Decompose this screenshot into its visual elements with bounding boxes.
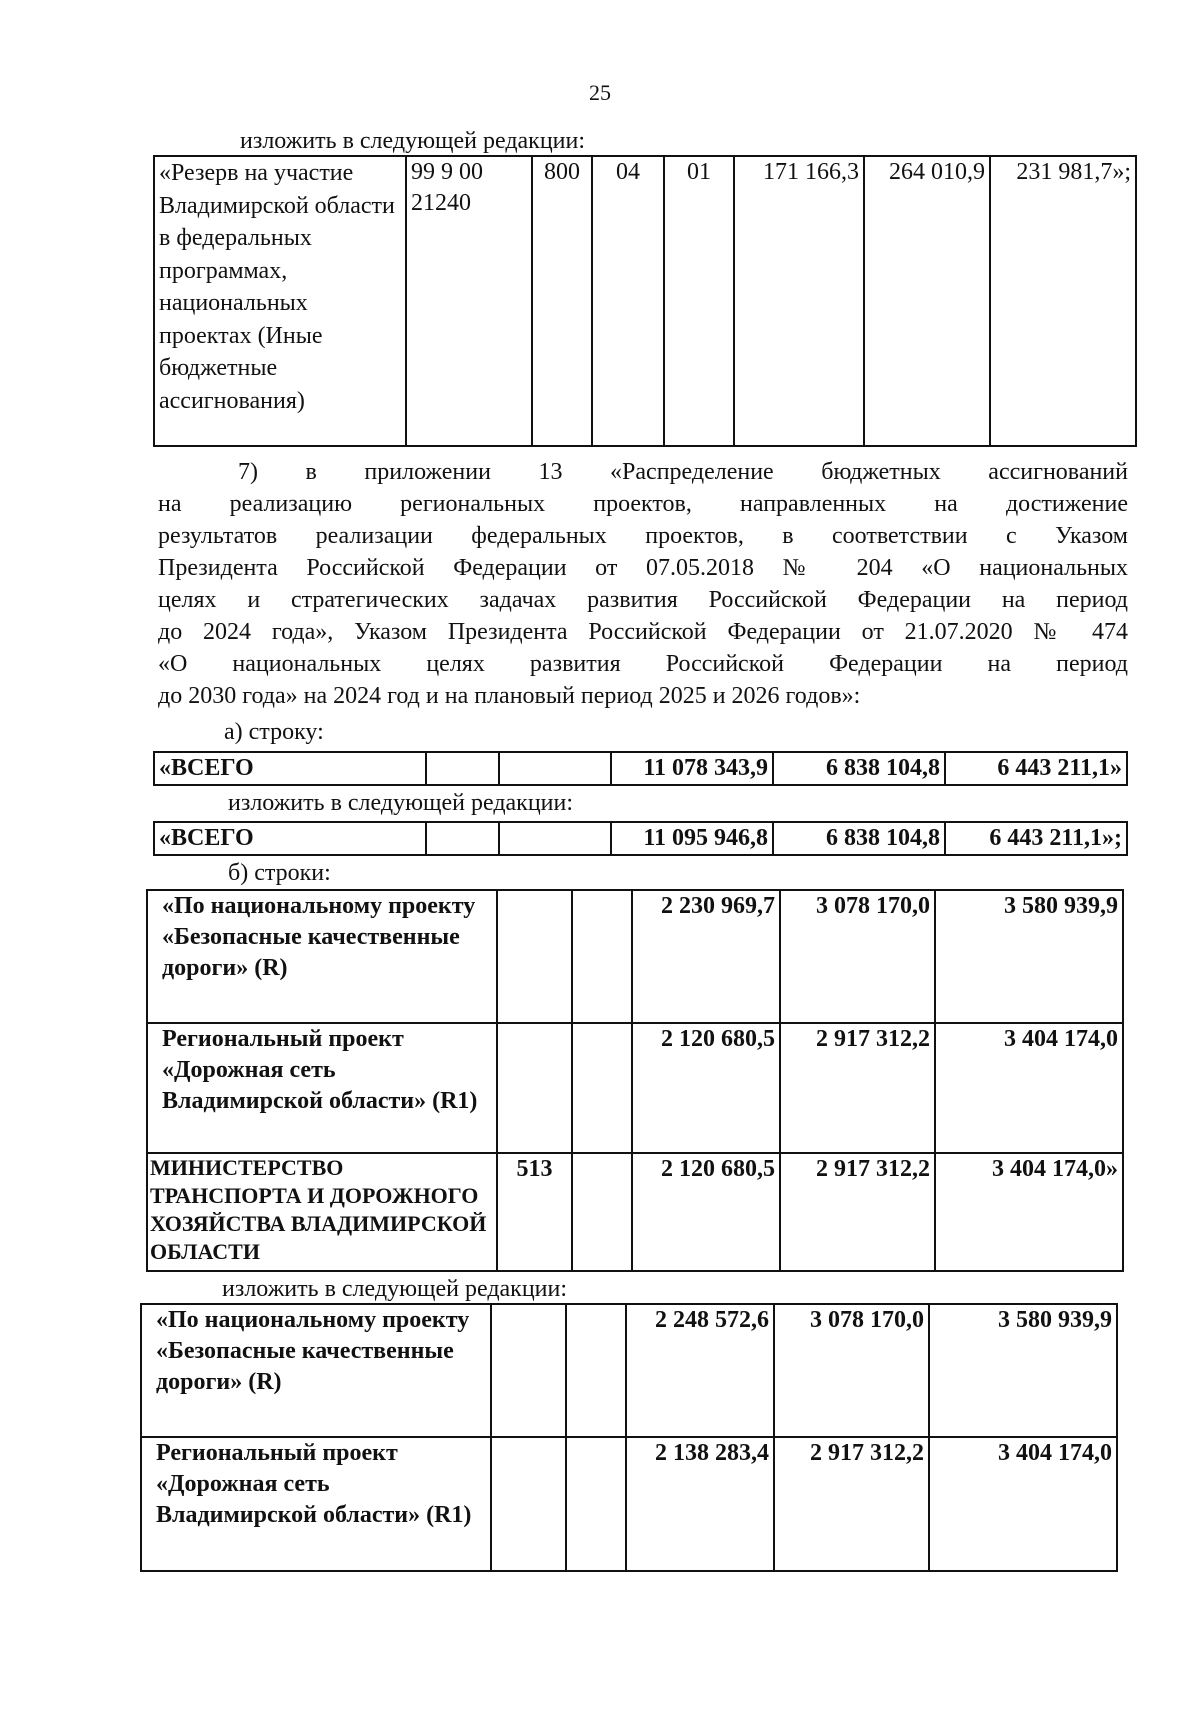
paragraph-line: до 2024 года», Указом Президента Российской Федерации от 21.07.2020 № 474	[158, 619, 1128, 645]
amount-2026-cell: 3 404 174,0	[929, 1437, 1117, 1571]
grbs-cell	[497, 890, 572, 1023]
item-b-label: б) строки:	[228, 860, 331, 886]
total-2024-cell: 11 078 343,9	[611, 752, 773, 785]
amount-2026-cell: 3 580 939,9	[935, 890, 1123, 1023]
total-2026-cell: 6 443 211,1»	[945, 752, 1127, 785]
amount-2024-cell: 2 120 680,5	[632, 1153, 780, 1271]
total-2026-cell: 6 443 211,1»;	[945, 822, 1127, 855]
amount-2024-cell: 171 166,3	[734, 156, 864, 446]
amount-2025-cell: 2 917 312,2	[780, 1023, 935, 1153]
paragraph-line: 7) в приложении 13 «Распределение бюджетных ассигнований	[238, 459, 1128, 485]
row-name-cell: МИНИСТЕРСТВО ТРАНСПОРТА И ДОРОЖНОГО ХОЗЯЙСТВА ВЛАДИМИРСКОЙ ОБЛАСТИ	[147, 1153, 497, 1271]
total-label-cell: «ВСЕГО	[154, 752, 426, 785]
paragraph-7	[158, 456, 1128, 712]
total-new-table	[153, 821, 1128, 856]
grbs-cell	[491, 1437, 566, 1571]
paragraph-line: результатов реализации федеральных проектов, в соответствии с Указом	[158, 523, 1128, 549]
total-2025-cell: 6 838 104,8	[773, 822, 945, 855]
table-row	[154, 156, 1136, 446]
reserve-name-cell: «Резерв на участие Владимирской области в федеральных программах, национальных проектах (Иные бюджетные ассигнования)	[154, 156, 406, 446]
table-row	[147, 1023, 1123, 1153]
rz-cell: 04	[592, 156, 664, 446]
csr-cell: 99 9 00 21240	[406, 156, 532, 446]
amount-2026-cell: 3 404 174,0»	[935, 1153, 1123, 1271]
amount-2025-cell: 2 917 312,2	[780, 1153, 935, 1271]
grbs-cell: 513	[497, 1153, 572, 1271]
vr-cell: 800	[532, 156, 592, 446]
amount-2024-cell: 2 248 572,6	[626, 1304, 774, 1437]
amount-2026-cell: 231 981,7»;	[990, 156, 1136, 446]
paragraph-line: Президента Российской Федерации от 07.05.2018 № 204 «О национальных	[158, 555, 1128, 581]
row-name-cell: Региональный проект «Дорожная сеть Владимирской области» (R1)	[147, 1023, 497, 1153]
grbs-cell	[497, 1023, 572, 1153]
row-name-cell: Региональный проект «Дорожная сеть Владимирской области» (R1)	[141, 1437, 491, 1571]
total-2024-cell: 11 095 946,8	[611, 822, 773, 855]
amount-2024-cell: 2 120 680,5	[632, 1023, 780, 1153]
amount-2024-cell: 2 138 283,4	[626, 1437, 774, 1571]
amount-2025-cell: 264 010,9	[864, 156, 990, 446]
paragraph-line: целях и стратегических задачах развития Российской Федерации на период	[158, 587, 1128, 613]
amount-2024-cell: 2 230 969,7	[632, 890, 780, 1023]
table-row	[141, 1437, 1117, 1571]
item-a-label: а) строку:	[224, 719, 324, 745]
page-number: 25	[589, 80, 611, 105]
row-name-cell: «По национальному проекту «Безопасные качественные дороги» (R)	[147, 890, 497, 1023]
grbs-cell	[491, 1304, 566, 1437]
table-row	[154, 752, 1127, 785]
paragraph-line: до 2030 года» на 2024 год и на плановый период 2025 и 2026 годов»:	[158, 683, 861, 709]
amount-2025-cell: 2 917 312,2	[774, 1437, 929, 1571]
edit-instruction-2: изложить в следующей редакции:	[228, 790, 574, 816]
paragraph-line: на реализацию региональных проектов, направленных на достижение	[158, 491, 1128, 517]
table-row	[154, 822, 1127, 855]
total-2025-cell: 6 838 104,8	[773, 752, 945, 785]
edit-instruction-3: изложить в следующей редакции:	[222, 1276, 568, 1302]
total-label-cell: «ВСЕГО	[154, 822, 426, 855]
table-row	[147, 1153, 1123, 1271]
reserve-table	[153, 155, 1137, 447]
table-row	[141, 1304, 1117, 1437]
old-rows-table	[146, 889, 1124, 1272]
amount-2026-cell: 3 580 939,9	[929, 1304, 1117, 1437]
amount-2025-cell: 3 078 170,0	[780, 890, 935, 1023]
table-row	[147, 890, 1123, 1023]
amount-2025-cell: 3 078 170,0	[774, 1304, 929, 1437]
row-name-cell: «По национальному проекту «Безопасные качественные дороги» (R)	[141, 1304, 491, 1437]
amount-2026-cell: 3 404 174,0	[935, 1023, 1123, 1153]
new-rows-table	[140, 1303, 1118, 1572]
edit-instruction-1: изложить в следующей редакции:	[240, 128, 586, 154]
paragraph-line: «О национальных целях развития Российской Федерации на период	[158, 651, 1128, 677]
total-old-table	[153, 751, 1128, 786]
pr-cell: 01	[664, 156, 734, 446]
